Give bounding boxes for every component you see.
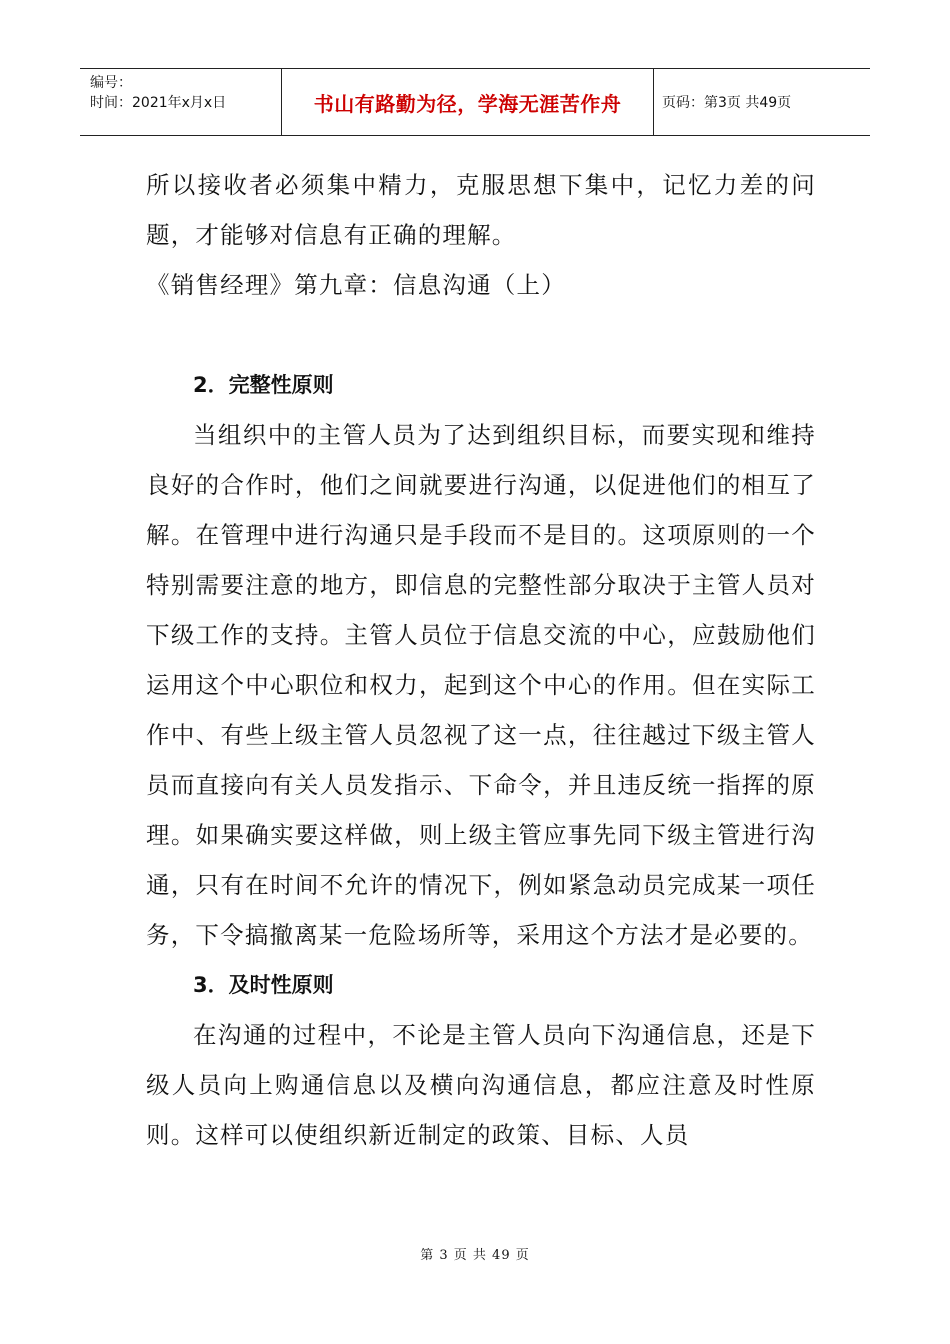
paragraph-completeness: 当组织中的主管人员为了达到组织目标，而要实现和维持良好的合作时，他们之间就要进行沟通，以促进他们的相互了解。在管理中进行沟通只是手段而不是目的。这项原则的一个特别需要注意的地方，即信息的完整性部分取决于主管人员对下级工作的支持。主管人员位于信息交流的中心，应鼓励他们运用这个中心职位和权力，起到这个中心的作用。但在实际工作中、有些上级主管人员忽视了这一点，往往越过下级主管人员而直接向有关人员发指示、下命令，并且违反统一指挥的原理。如果确实要这样做，则上级主管应事先同下级主管进行沟通，只有在时间不允许的情况下，例如紧急动员完成某一项任务，下令搞撤离某一危险场所等，采用这个方法才是必要的。 xyxy=(146,421,816,949)
citation-line: 《销售经理》第九章：信息沟通（上） xyxy=(146,271,566,299)
paragraph-timeliness: 在沟通的过程中，不论是主管人员向下沟通信息，还是下级人员向上购通信息以及横向沟通信息，都应注意及时性原则。这样可以使组织新近制定的政策、目标、人员 xyxy=(146,1021,816,1149)
header-meta-cell xyxy=(80,69,282,135)
number-label: 编号： xyxy=(90,75,132,91)
paragraph-intro: 所以接收者必须集中精力，克服思想下集中，记忆力差的问题，才能够对信息有正确的理解。 xyxy=(146,171,816,249)
header-motto: 书山有路勤为径，学海无涯苦作舟 xyxy=(282,69,654,135)
document-header xyxy=(80,68,870,136)
page-footer: 第 3 页 共 49 页 xyxy=(420,1248,530,1263)
document-body xyxy=(146,160,816,1160)
header-page-info: 页码：第3页 共49页 xyxy=(662,95,792,111)
date-label: 时间：2021年x月x日 xyxy=(90,95,227,111)
blank-line xyxy=(146,310,816,360)
section-heading-timeliness: 3．及时性原则 xyxy=(193,973,334,997)
section-heading-completeness: 2．完整性原则 xyxy=(193,373,334,397)
